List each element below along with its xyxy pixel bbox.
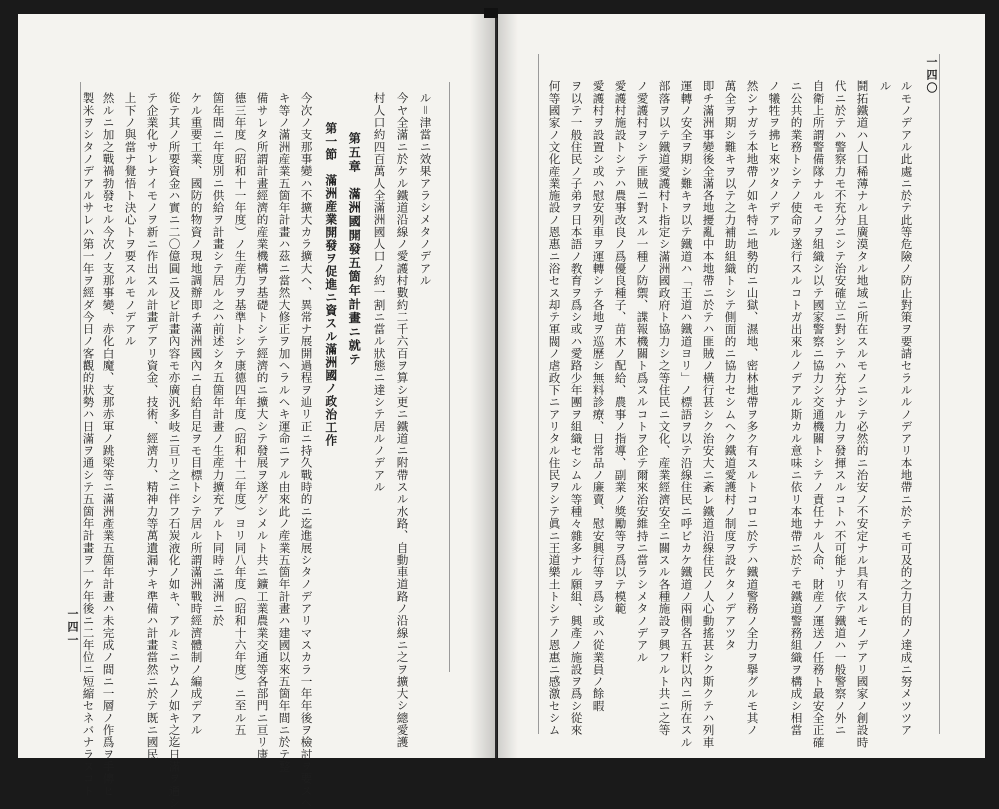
text-column: 運轉ノ安全ヲ期シ難キヲ以テ鐵道ハ「王道ハ鐵道ヨリ」ノ標語ヲ以テ沿線住民ニ呼ビカケ鐵道ノ兩側各五粁以內ニ所在スル bbox=[679, 80, 694, 749]
text-column: 德三年度（昭和十一年度）ノ生産力ヲ基準トシテ康德四年度（昭和十二年度）ヨリ同八年度（昭和十六年度）ニ至ル五 bbox=[233, 92, 248, 736]
gutter-shadow-left bbox=[470, 14, 495, 758]
text-column: ノ犧牲ヲ拂ヒ來ツタノデアル bbox=[767, 80, 782, 238]
right-page-number: 一四〇 bbox=[925, 56, 938, 95]
text-column: 愛護村施設トシテハ農事改良ノ爲優良種子、苗木ノ配給、農事ノ指導、副業ノ獎勵等ヲ爲以テ模範 bbox=[613, 80, 628, 615]
text-column: 自衛上所謂警備隊ナルモノヲ組織シ以テ國家警察ニ協力シ交通機關トシテノ責任ナル人命、財産ノ運送ノ任務ト最安全正確 bbox=[811, 80, 826, 749]
right-page bbox=[498, 14, 985, 758]
binding-mark bbox=[484, 8, 498, 18]
text-column: ニ公共的業務トシテノ使命ヲ遂行スルコトガ出來ルノデアル斯カル意味ニ依リ本地帶ニ於テモ鐵道警務組織ヲ構成シ相當 bbox=[789, 80, 804, 737]
text-column: 箇年間ニ年度別ニ供給ヲ計畫シテ居ル之ハ前述シタ五箇年計畫ノ生産力擴充アルト同時ニ滿洲ニ於 bbox=[211, 92, 226, 627]
left-page-number: 一四一 bbox=[66, 608, 79, 647]
text-column: 何等國家ノ文化産業施設ノ恩惠ニ浴セス却テ軍閥ノ虐政下ニアリタル住民ヲシテ眞ニ王道樂土トシテノ恩惠ニ感激セシム bbox=[547, 80, 562, 737]
text-column: テ企業化サレナイモノヲ新ニ作出スル計畫デアリ資金、技術、經濟力、精神力等萬遺漏ナキ準備ハ計畫當然ニ於テ既ニ國民 bbox=[145, 92, 160, 761]
text-column: ノ愛護村ヲシテ匪賊ニ對スル一種ノ防禦、諜報機關ト爲スルコトヲ企テ爾來治安維持ニ當ラシメタノデアル bbox=[635, 80, 650, 664]
text-column: 然ルニ加之戰禍勃發セル今次ノ支那事變、赤化白魔、支那赤軍ノ跳梁等ニ滿洲產業五箇年計畫ハ未完成ノ間ニ一層ノ作爲ヲ手傳ヒ bbox=[101, 92, 116, 797]
text-column: 上下ノ與當ナ覺悟ト決心トヲ要スルモノデアル bbox=[123, 92, 138, 348]
text-column: 備サレタ所謂計畫經濟的産業機構ヲ基礎トシテ經濟的ニ擴大シテ發展ヲ遂ゲシメルト共ニ鑛工業農業交通等各部門ニ亘リ康 bbox=[255, 92, 270, 761]
text-column: 即チ滿洲事變後全滿各地擾亂中本地帶ニ於テハ匪賊ノ橫行甚シク治安大ニ紊レ鐵道沿線住民ノ人心動搖甚シク斯クテハ列車 bbox=[701, 80, 716, 749]
text-column: ル＝津當ニ效果アラシメタノデアル bbox=[418, 92, 433, 287]
text-column: ル bbox=[878, 80, 893, 93]
text-column: ルモノデアル此處ニ於テ此等危險ノ防止對策ヲ要請セラルルノデアリ本地帶ニ於テモ可及的之力目的ノ達成ニ努メツツア bbox=[899, 80, 914, 737]
text-column: キ等ノ滿洲産業五箇年計畫ハ茲ニ當然大修正ヲ加ヘラルヘキ運命ニアル由來此ノ産業五箇年計畫ハ建國以來五箇年間ニ於テ整 bbox=[277, 92, 292, 773]
text-column: 村人口約四百萬人全滿洲國人口ノ約一割ニ當ル狀態ニ達シテ居ルノデアル bbox=[372, 92, 387, 493]
text-column: ケル重要工業、國防的物資ノ現地調辦即チ滿洲國內ニ自給自足ヲモ目標トシテ居ル所謂滿洲戰時經濟體制ノ編成デアル bbox=[189, 92, 204, 736]
text-column: 從テ其ノ所要資金ハ實ニ二〇億圓ニ及ビ計畫內容モ亦廣汎多岐ニ亘リ之ニ伴フ石炭液化ノ如キ、アルミニウムノ如キ之迄日滿ヲ通シ bbox=[167, 92, 182, 809]
left-page bbox=[18, 14, 497, 809]
text-column: 愛護村ヲ設置シ或ハ慰安列車ヲ運轉シテ各地ヲ巡歷シ無料診療、日常品ノ廉賣、慰安興行等ヲ爲シ或ハ從業員ノ餘暇 bbox=[591, 80, 606, 712]
text-column: 萬全ヲ期シ難キヲ以テ之力補助組織トシテ側面的ニ協力セシムヘク鐵道愛護村ノ制度ヲ設ケタノデアツタ bbox=[723, 80, 738, 652]
text-column: 然シナガラ本地帶ノ如キ特ニ地勢的ニ山獄、濕地、密林地帶ヲ多ク有スルトコロニ於テハ鐵道警務ノ全力ヲ擧グルモ其ノ bbox=[745, 80, 760, 737]
text-column: 鬪拓鐵道ハ人口稀薄ナル且廣漠タル地域ニ所在スルモノニシテ必然的ニ治安ノ不安定ナル具有スルモノデアリ國家ノ創設時 bbox=[855, 80, 870, 749]
section-heading: 第一節 滿洲産業開發ヲ促進ニ資スル滿洲國ノ政治工作 bbox=[323, 122, 338, 447]
gutter-shadow-right bbox=[498, 14, 518, 758]
chapter-heading: 第五章 滿洲國開發五箇年計畫ニ就テ bbox=[347, 132, 362, 367]
text-column: ヲ以テ一般住民ノ子弟ヲ日本語ノ教育ヲ爲シ或ハ愛路少年團ヲ組織セシムル等種々雜多ナル願組、興產ノ施設ヲ爲シ從來 bbox=[569, 80, 584, 737]
text-column: 製米ヲシタノデアルサレハ第一年ヲ經ダ今日ノ客觀的狀勢ハ日滿ヲ通シテ五箇年計畫ヲ一ケ年後ニ二年位ニ短縮セネバナラヌコト bbox=[81, 92, 96, 797]
text-column: 今次ノ支那事變ハ不擴大カラ擴大ヘ、異常ナ展開過程ヲ辿リ正ニ持久戰時的ニ迄進展シタノデアリマスカラ一年年後ヲ檢討ヲ要スヘ bbox=[299, 92, 314, 809]
text-column: 部落ヲ以テ鐵道愛護村ト指定シ滿洲國政府ト協力シ之等住民ニ文化、産業經濟安全ニ關スル各種施設ヲ興フルト共ニ之等 bbox=[657, 80, 672, 737]
text-column: 今ヤ全滿ニ於ケル鐵道沿線ノ愛護村數約二千六百ヲ算シ更ニ鐵道ニ附帶スル水路、自動車道路ノ沿線ニ之ヲ擴大シ總愛護 bbox=[395, 92, 410, 749]
text-column: 代ニ於テハ警察力モ不充分ニシテ治安確立ニ對シテハ充分ナル力ヲ發揮スルコトハ不可能ナリ依テ鐵道ハ一般警察ノ外ニ bbox=[833, 80, 848, 737]
